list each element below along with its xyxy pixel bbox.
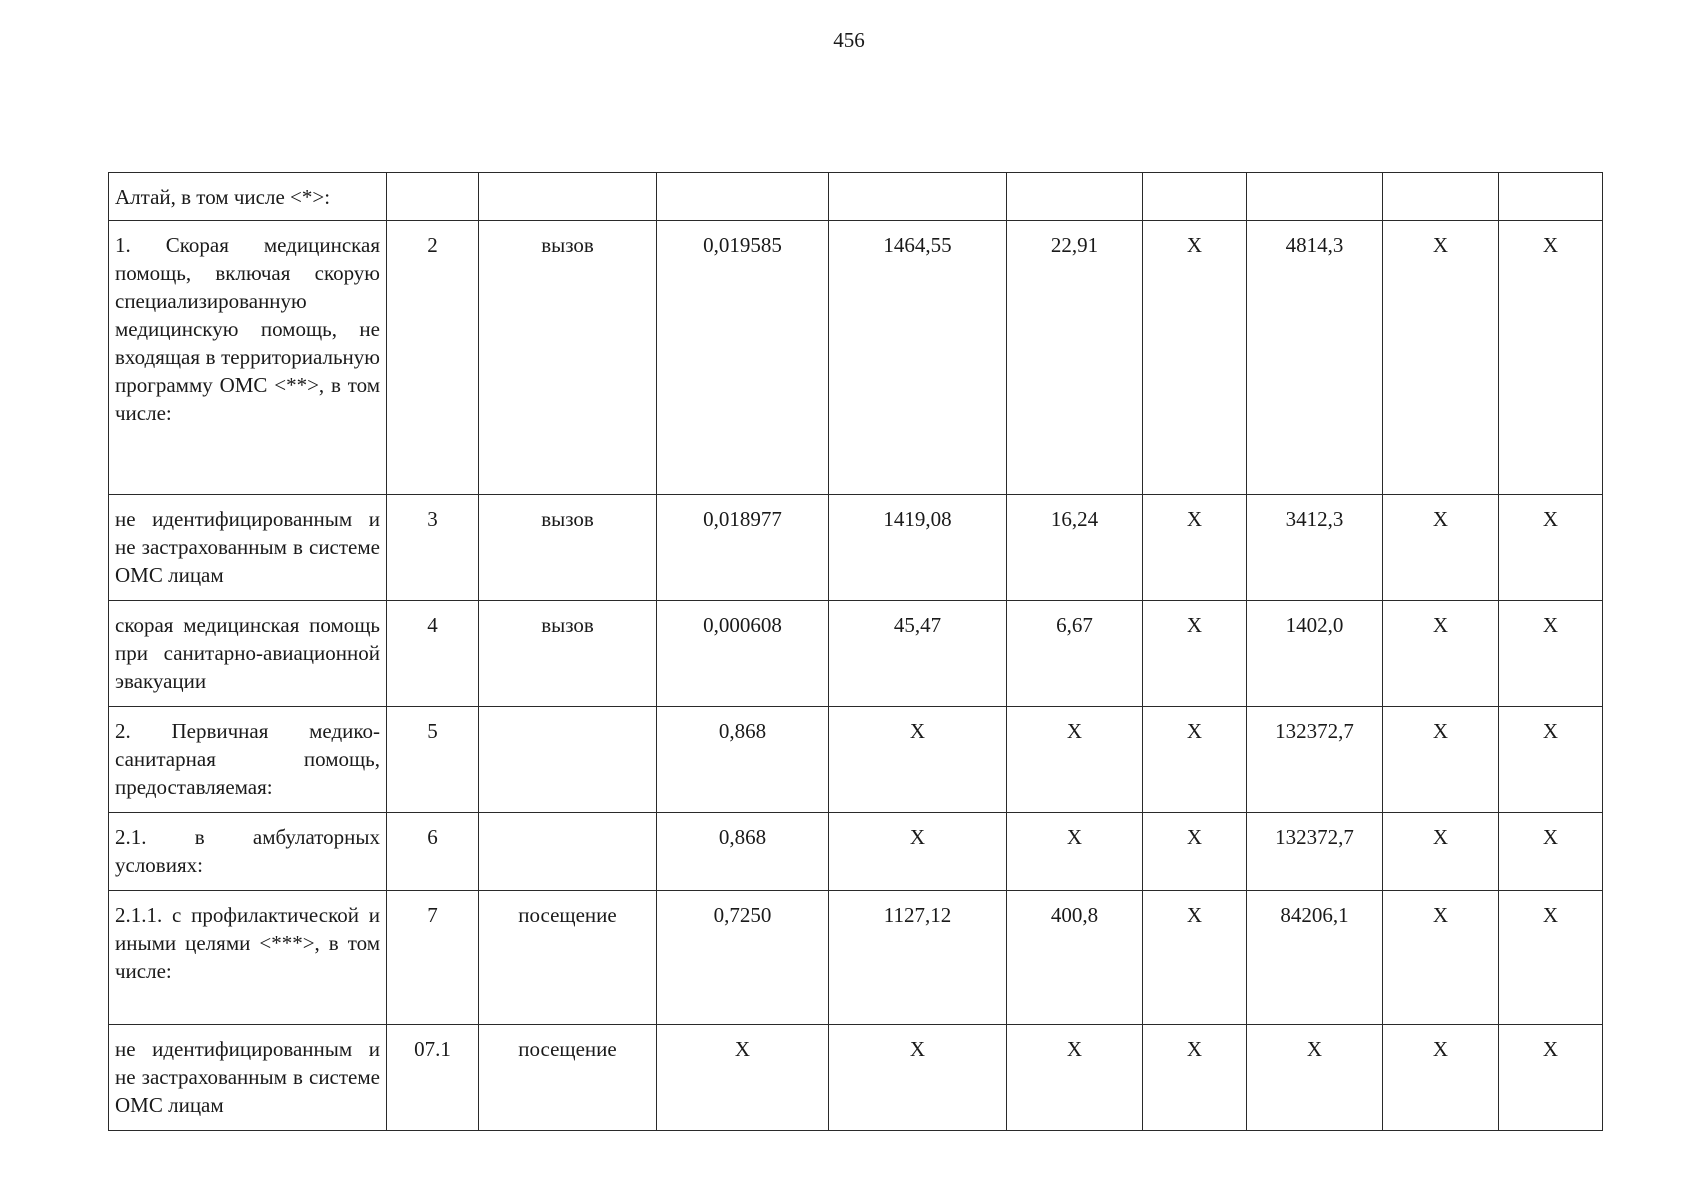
table-cell: 6 bbox=[387, 813, 479, 891]
table-cell: X bbox=[1499, 813, 1603, 891]
table-cell: X bbox=[1247, 1025, 1383, 1131]
table-cell: X bbox=[1499, 707, 1603, 813]
table-row bbox=[109, 495, 1603, 601]
table-cell: X bbox=[1383, 707, 1499, 813]
row-name-cell: Алтай, в том числе <*>: bbox=[109, 173, 387, 221]
page-number: 456 bbox=[833, 28, 865, 52]
table-cell: 84206,1 bbox=[1247, 891, 1383, 1025]
table-cell: 132372,7 bbox=[1247, 813, 1383, 891]
table-cell: посещение bbox=[479, 1025, 657, 1131]
table-cell: 6,67 bbox=[1007, 601, 1143, 707]
data-table bbox=[108, 172, 1603, 1131]
table-cell: X bbox=[829, 707, 1007, 813]
table-cell bbox=[1007, 173, 1143, 221]
table-cell: X bbox=[1383, 891, 1499, 1025]
table-cell: 4814,3 bbox=[1247, 221, 1383, 495]
table-cell bbox=[1247, 173, 1383, 221]
table-cell: 4 bbox=[387, 601, 479, 707]
table-cell: 22,91 bbox=[1007, 221, 1143, 495]
table-cell bbox=[479, 707, 657, 813]
table-cell bbox=[829, 173, 1007, 221]
row-name-cell: 2. Первичная медико-санитарная помощь, предоставляемая: bbox=[109, 707, 387, 813]
table-cell: X bbox=[1383, 495, 1499, 601]
row-name-cell: не идентифицированным и не застрахованным в системе ОМС лицам bbox=[109, 1025, 387, 1131]
table-cell: X bbox=[829, 1025, 1007, 1131]
table-body bbox=[109, 173, 1603, 1131]
table-cell: X bbox=[1383, 813, 1499, 891]
table-row bbox=[109, 707, 1603, 813]
table-cell: 0,000608 bbox=[657, 601, 829, 707]
table-cell: 0,019585 bbox=[657, 221, 829, 495]
table-cell: 5 bbox=[387, 707, 479, 813]
table-cell: X bbox=[1143, 1025, 1247, 1131]
table-cell: X bbox=[657, 1025, 829, 1131]
table-cell: 1127,12 bbox=[829, 891, 1007, 1025]
table-cell bbox=[657, 173, 829, 221]
row-name-cell: 2.1. в амбулаторных условиях: bbox=[109, 813, 387, 891]
table-cell: X bbox=[1007, 707, 1143, 813]
table-row bbox=[109, 1025, 1603, 1131]
table-cell: 0,7250 bbox=[657, 891, 829, 1025]
row-name-cell: 1. Скорая медицинская помощь, включая скорую специализированную медицинскую помощь, не входящая в территориальную программу ОМС <**>, в том числе: bbox=[109, 221, 387, 495]
table-cell bbox=[479, 173, 657, 221]
table-cell: посещение bbox=[479, 891, 657, 1025]
table-cell: X bbox=[829, 813, 1007, 891]
table-cell: 0,868 bbox=[657, 707, 829, 813]
table-cell: X bbox=[1499, 891, 1603, 1025]
table-cell: 400,8 bbox=[1007, 891, 1143, 1025]
row-name-cell: 2.1.1. с профилактической и иными целями <***>, в том числе: bbox=[109, 891, 387, 1025]
table-cell: X bbox=[1143, 891, 1247, 1025]
table-cell: вызов bbox=[479, 601, 657, 707]
table-cell: X bbox=[1499, 495, 1603, 601]
table-cell: X bbox=[1143, 495, 1247, 601]
table-cell bbox=[387, 173, 479, 221]
table-cell bbox=[1383, 173, 1499, 221]
table-cell: X bbox=[1499, 601, 1603, 707]
row-name-cell: скорая медицинская помощь при санитарно-авиационной эвакуации bbox=[109, 601, 387, 707]
table-cell: X bbox=[1383, 221, 1499, 495]
table-cell: вызов bbox=[479, 221, 657, 495]
table-row bbox=[109, 813, 1603, 891]
table-cell: 16,24 bbox=[1007, 495, 1143, 601]
table-cell: X bbox=[1007, 1025, 1143, 1131]
table-cell bbox=[1143, 173, 1247, 221]
table-cell: 0,868 bbox=[657, 813, 829, 891]
table-cell: 1464,55 bbox=[829, 221, 1007, 495]
table-cell: 0,018977 bbox=[657, 495, 829, 601]
table-cell: X bbox=[1143, 601, 1247, 707]
table-cell: X bbox=[1143, 707, 1247, 813]
row-name-cell: не идентифицированным и не застрахованным в системе ОМС лицам bbox=[109, 495, 387, 601]
table-cell: 7 bbox=[387, 891, 479, 1025]
table-cell: 45,47 bbox=[829, 601, 1007, 707]
table-cell: X bbox=[1007, 813, 1143, 891]
table-cell bbox=[479, 813, 657, 891]
table-cell: X bbox=[1499, 1025, 1603, 1131]
table-cell: 1402,0 bbox=[1247, 601, 1383, 707]
table-cell: 3 bbox=[387, 495, 479, 601]
table-cell: 132372,7 bbox=[1247, 707, 1383, 813]
table-row bbox=[109, 221, 1603, 495]
table-cell: 2 bbox=[387, 221, 479, 495]
table-cell: X bbox=[1143, 813, 1247, 891]
table-row bbox=[109, 173, 1603, 221]
table-row bbox=[109, 891, 1603, 1025]
table-cell: X bbox=[1143, 221, 1247, 495]
table-row bbox=[109, 601, 1603, 707]
table-cell: вызов bbox=[479, 495, 657, 601]
table-cell: 3412,3 bbox=[1247, 495, 1383, 601]
table-cell: X bbox=[1383, 1025, 1499, 1131]
table-cell: X bbox=[1383, 601, 1499, 707]
table-cell: 07.1 bbox=[387, 1025, 479, 1131]
table-cell: 1419,08 bbox=[829, 495, 1007, 601]
table-cell: X bbox=[1499, 221, 1603, 495]
table-cell bbox=[1499, 173, 1603, 221]
